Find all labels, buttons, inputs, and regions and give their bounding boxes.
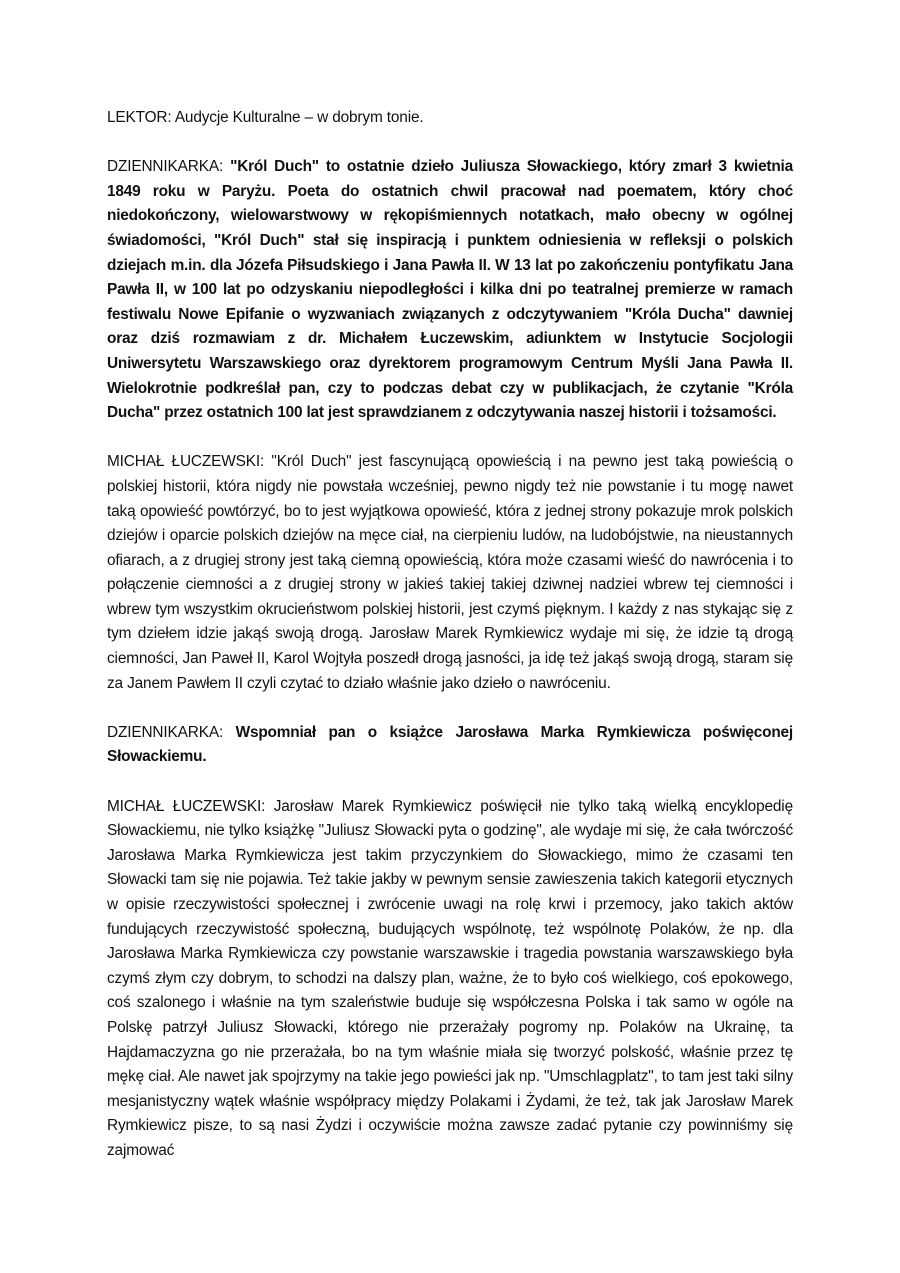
- speaker-label: MICHAŁ ŁUCZEWSKI:: [107, 453, 265, 471]
- speaker-label: MICHAŁ ŁUCZEWSKI:: [107, 797, 266, 815]
- paragraph-text: Jarosław Marek Rymkiewicz poświęcił nie tylko taką wielką encyklopedię Słowackiemu, nie tylko książkę "Juliusz Słowacki pyta o godzinę", ale wydaje mi się, że cała twórczość Jarosława Marka Rymkiewicza jest takim przyczynkiem do Słowackiego, mimo że czasami ten Słowacki tam się nie pojawia. Też takie jakby w pewnym sensie zawieszenia takich kategorii etycznych w opisie rzeczywistości społecznej i zwrócenie uwagi na rolę krwi i przemocy, jako takich aktów fundujących rzeczywistość społeczną, budujących wspólnotę, też wspólnotę Polaków, że np. dla Jarosława Marka Rymkiewicza czy powstanie warszawskie i tragedia powstania warszawskiego była czymś złym czy dobrym, to schodzi na dalszy plan, ważne, że to było coś wielkiego, coś epokowego, coś szalonego i właśnie na tym szaleństwie buduje się współczesna Polska i tak samo w ogóle na Polskę patrzył Juliusz Słowacki, którego nie przerażały pogromy np. Polaków na Ukrainę, ta Hajdamaczyzna go nie przerażała, bo na tym właśnie miała się tworzyć polskość, właśnie przez tę mękę ciał. Ale nawet jak spojrzymy na takie jego powieści jak np. "Umschlagplatz", to tam jest taki silny mesjanistyczny wątek właśnie współpracy między Polakami i Żydami, że też, tak jak Jarosław Marek Rymkiewicz pisze, to są nasi Żydzi i oczywiście można zawsze zadać pytanie czy powinniśmy się zajmować: [107, 797, 793, 1159]
- paragraph-dziennikarka-question: [107, 721, 793, 770]
- paragraph-text: "Król Duch" jest fascynującą opowieścią i na pewno jest taką powieścią o polskiej historii, która nigdy nie powstała wcześniej, pewno nigdy też nie powstanie i tu mogę nawet taką opowieść powtórzyć, bo to jest wyjątkowa opowieść, która z jednej strony pokazuje mrok polskich dziejów i oparcie polskich dziejów na męce ciał, na cierpieniu ludów, na ludobójstwie, na nieustannych ofiarach, a z drugiej strony jest taką ciemną opowieścią, która może czasami wieść do nawrócenia i to połączenie ciemności a z drugiej strony w jakieś takiej takiej dziwnej nadziei wbrew tej ciemności i wbrew tym wszystkim okrucieństwom polskiej historii, jest czymś pięknym. I każdy z nas stykając się z tym dziełem idzie jakąś swoją drogą. Jarosław Marek Rymkiewicz wydaje mi się, że idzie tą drogą ciemności, Jan Paweł II, Karol Wojtyła poszedł drogą jasności, ja idę też jakąś swoją drogą, staram się za Janem Pawłem II czyli czytać to działo właśnie jako dzieło o nawróceniu.: [107, 453, 793, 692]
- paragraph-luczewski-answer-1: [107, 450, 793, 696]
- paragraph-text: Audycje Kulturalne – w dobrym tonie.: [174, 109, 424, 126]
- paragraph-lektor: [107, 106, 793, 131]
- paragraph-text: "Król Duch" to ostatnie dzieło Juliusza Słowackiego, który zmarł 3 kwietnia 1849 roku w Paryżu. Poeta do ostatnich chwil pracował nad poematem, który choć niedokończony, wielowarstwowy w rękopiśmiennych notatkach, mało obecny w ogólnej świadomości, "Król Duch" stał się inspiracją i punktem odniesienia w refleksji o polskich dziejach m.in. dla Józefa Piłsudskiego i Jana Pawła II. W 13 lat po zakończeniu pontyfikatu Jana Pawła II, w 100 lat po odzyskaniu niepodległości i kilka dni po teatralnej premierze w ramach festiwalu Nowe Epifanie o wyzwaniach związanych z odczytywaniem "Króla Ducha" dawniej oraz dziś rozmawiam z dr. Michałem Łuczewskim, adiunktem w Instytucie Socjologii Uniwersytetu Warszawskiego oraz dyrektorem programowym Centrum Myśli Jana Pawła II. Wielokrotnie podkreślał pan, czy to podczas debat czy w publikacjach, że czytanie "Króla Ducha" przez ostatnich 100 lat jest sprawdzianem z odczytywania naszej historii i tożsamości.: [107, 158, 793, 422]
- speaker-label: LEKTOR:: [107, 109, 172, 126]
- paragraph-luczewski-answer-2: [107, 795, 793, 1164]
- paragraph-dziennikarka-intro: [107, 155, 793, 426]
- speaker-label: DZIENNIKARKA:: [107, 158, 224, 176]
- speaker-label: DZIENNIKARKA:: [107, 723, 224, 741]
- paragraph-text: Wspomniał pan o książce Jarosława Marka Rymkiewicza poświęconej Słowackiemu.: [107, 723, 793, 766]
- document-page: [107, 106, 793, 1188]
